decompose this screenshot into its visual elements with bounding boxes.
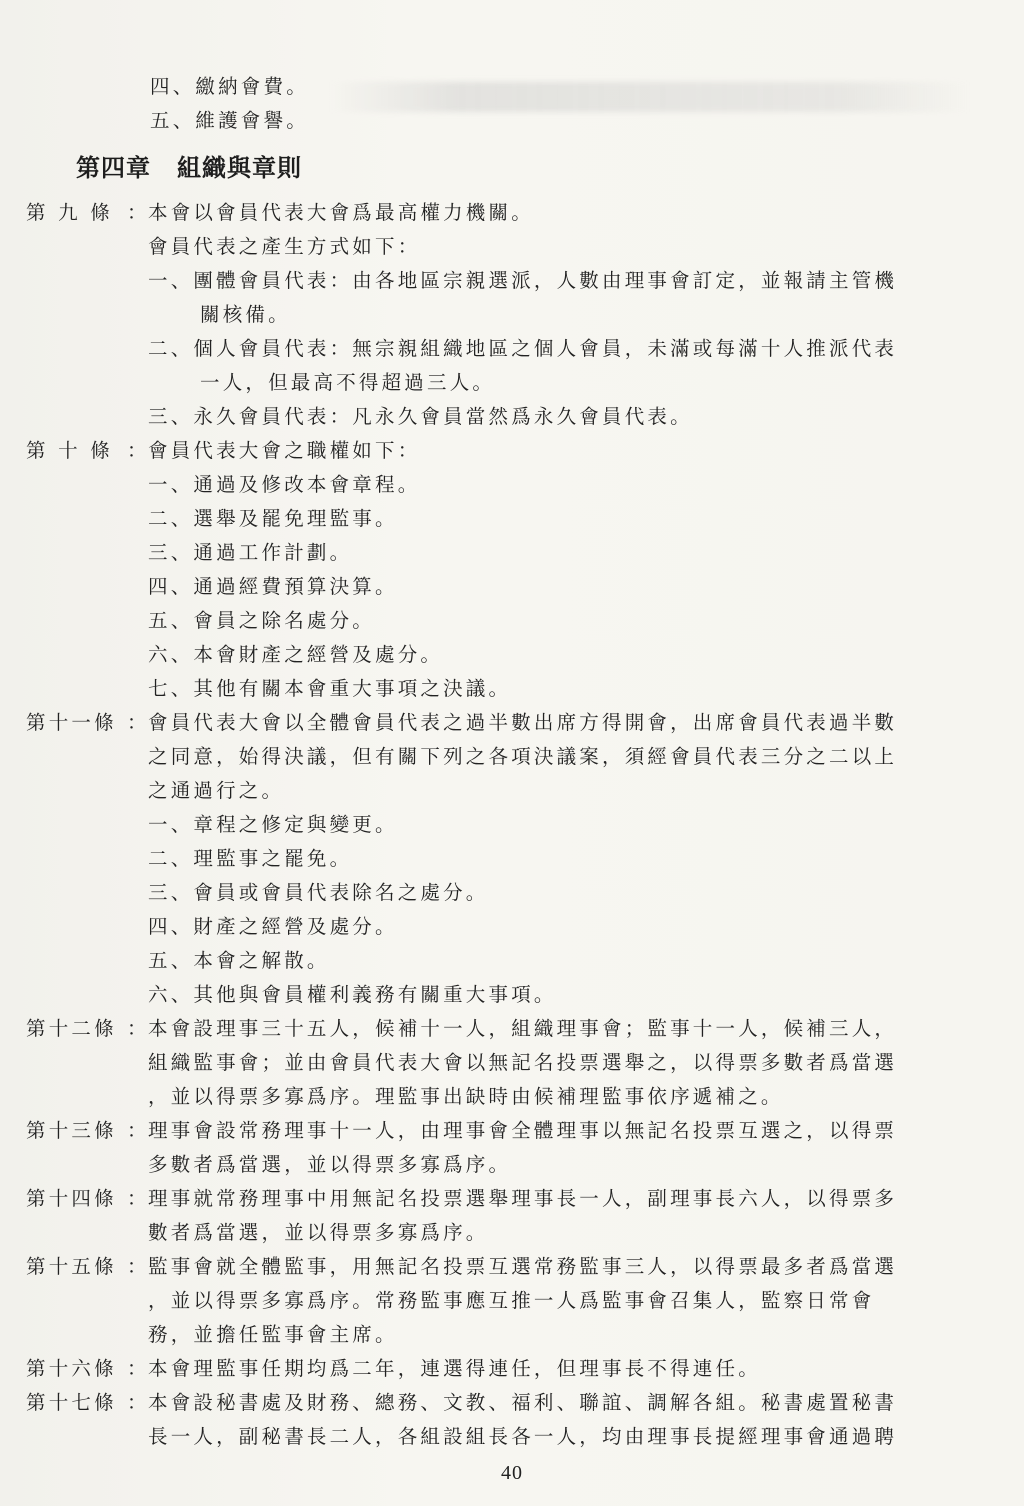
- list-item: 五、維護會譽。: [150, 109, 309, 132]
- chapter-name: 組織與章則: [177, 154, 302, 182]
- article-line: 六、其他與會員權利義務有關重大事項。: [148, 983, 557, 1006]
- article-line: 本會理監事任期均爲二年，連選得連任，但理事長不得連任。: [148, 1357, 761, 1380]
- article-line: 組織監事會；並由會員代表大會以無記名投票選舉之，以得票多數者爲當選: [148, 1051, 898, 1074]
- bleed-through-shadow: [330, 82, 970, 112]
- article-line: 務，並擔任監事會主席。: [148, 1323, 398, 1346]
- page-number: 40: [501, 1462, 523, 1484]
- article-label: 第十四條: [26, 1187, 117, 1210]
- article-line: 二、選舉及罷免理監事。: [148, 507, 398, 530]
- article-label: 第十五條: [26, 1255, 117, 1278]
- article-label: 第十一條: [26, 711, 117, 734]
- article-line: 五、本會之解散。: [148, 949, 330, 972]
- article-line: 三、通過工作計劃。: [148, 541, 353, 564]
- article-line: 二、理監事之罷免。: [148, 847, 353, 870]
- article-line: 三、永久會員代表：凡永久會員當然爲永久會員代表。: [148, 405, 693, 428]
- article-label: 第 十 條: [26, 439, 113, 462]
- article-label: 第十六條: [26, 1357, 117, 1380]
- article-line: 本會以會員代表大會爲最高權力機關。: [148, 201, 534, 224]
- article-line: 會員代表之產生方式如下：: [148, 235, 421, 258]
- article-label: 第 九 條: [26, 201, 113, 224]
- article-colon: ：: [127, 1119, 147, 1142]
- article-label: 第十七條: [26, 1391, 117, 1414]
- article-line: 本會設理事三十五人，候補十一人，組織理事會；監事十一人，候補三人，: [148, 1017, 898, 1040]
- article-line: 一、通過及修改本會章程。: [148, 473, 421, 496]
- article-line: 監事會就全體監事，用無記名投票互選常務監事三人，以得票最多者爲當選: [148, 1255, 898, 1278]
- article-line: 本會設秘書處及財務、總務、文教、福利、聯誼、調解各組。秘書處置秘書: [148, 1391, 898, 1414]
- article-line: 長一人，副秘書長二人，各組設組長各一人，均由理事長提經理事會通過聘: [148, 1425, 898, 1448]
- article-line: 七、其他有關本會重大事項之決議。: [148, 677, 512, 700]
- article-colon: ：: [127, 1255, 147, 1278]
- article-line: 會員代表大會以全體會員代表之過半數出席方得開會，出席會員代表過半數: [148, 711, 898, 734]
- article-line: 理事就常務理事中用無記名投票選舉理事長一人，副理事長六人，以得票多: [148, 1187, 898, 1210]
- list-item: 四、繳納會費。: [150, 75, 309, 98]
- article-line: 一人，但最高不得超過三人。: [200, 371, 496, 394]
- article-line: 多數者爲當選，並以得票多寡爲序。: [148, 1153, 512, 1176]
- article-colon: ：: [127, 1357, 147, 1380]
- article-label: 第十二條: [26, 1017, 117, 1040]
- article-line: 關核備。: [200, 303, 291, 326]
- article-colon: ：: [127, 1391, 147, 1414]
- article-line: 一、團體會員代表：由各地區宗親選派，人數由理事會訂定，並報請主管機: [148, 269, 898, 292]
- article-colon: ：: [127, 439, 147, 462]
- article-label: 第十三條: [26, 1119, 117, 1142]
- article-line: ，並以得票多寡爲序。理監事出缺時由候補理監事依序遞補之。: [148, 1085, 784, 1108]
- article-line: 數者爲當選，並以得票多寡爲序。: [148, 1221, 489, 1244]
- article-line: 四、財產之經營及處分。: [148, 915, 398, 938]
- article-line: 五、會員之除名處分。: [148, 609, 376, 632]
- article-colon: ：: [127, 201, 147, 224]
- article-line: 四、通過經費預算決算。: [148, 575, 398, 598]
- article-colon: ：: [127, 1017, 147, 1040]
- article-line: 三、會員或會員代表除名之處分。: [148, 881, 489, 904]
- article-line: 二、個人會員代表：無宗親組織地區之個人會員，未滿或每滿十人推派代表: [148, 337, 898, 360]
- article-line: 之同意，始得決議，但有關下列之各項決議案，須經會員代表三分之二以上: [148, 745, 898, 768]
- article-line: 之通過行之。: [148, 779, 285, 802]
- article-colon: ：: [127, 711, 147, 734]
- article-line: 六、本會財產之經營及處分。: [148, 643, 444, 666]
- article-line: 一、章程之修定與變更。: [148, 813, 398, 836]
- article-line: 理事會設常務理事十一人，由理事會全體理事以無記名投票互選之，以得票: [148, 1119, 898, 1142]
- article-line: ，並以得票多寡爲序。常務監事應互推一人爲監事會召集人，監察日常會: [148, 1289, 875, 1312]
- article-colon: ：: [127, 1187, 147, 1210]
- chapter-heading: [76, 148, 302, 183]
- chapter-number: 第四章: [76, 154, 151, 182]
- article-line: 會員代表大會之職權如下：: [148, 439, 421, 462]
